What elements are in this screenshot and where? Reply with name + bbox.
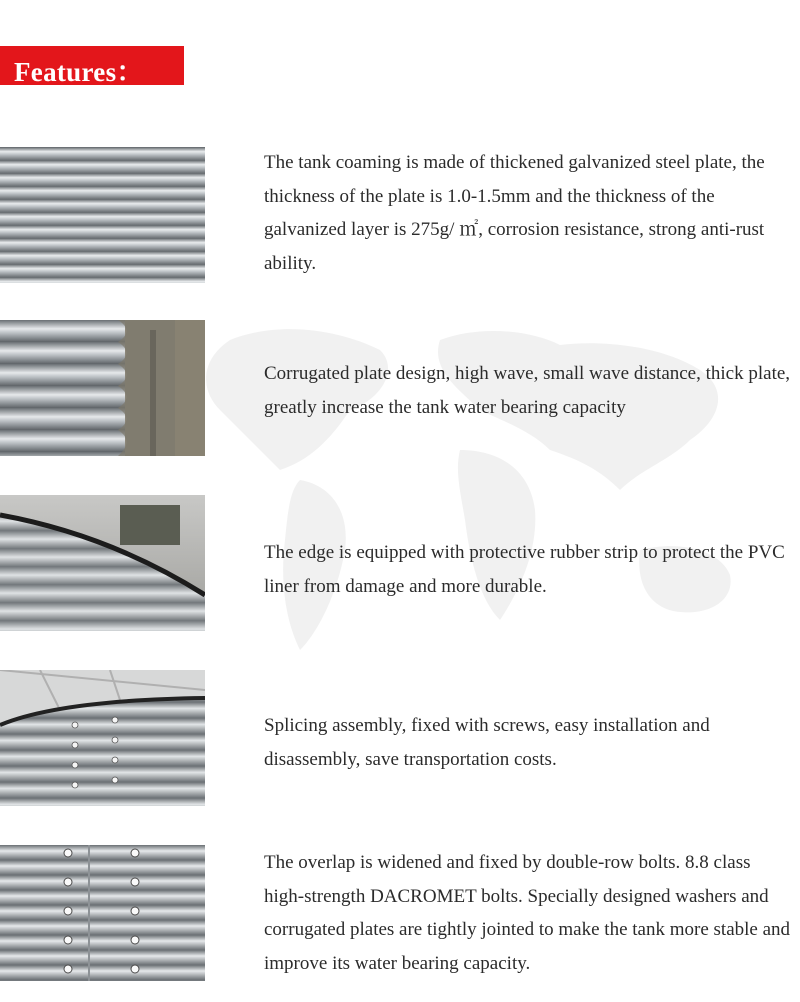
feature-text-2: Corrugated plate design, high wave, small wave distance, thick plate, greatly increase the tank water bearing capacity (264, 363, 791, 418)
feature-image-3 (0, 495, 205, 631)
feature-text-3: The edge is equipped with protective rubber strip to protect the PVC liner from damage and more durable. (264, 542, 785, 597)
features-heading: Features： (14, 57, 144, 87)
feature-text-4: Splicing assembly, fixed with screws, easy installation and disassembly, save transportation costs. (264, 715, 710, 770)
feature-text-5: The overlap is widened and fixed by double-row bolts. 8.8 class high-strength DACROMET bolts. Specially designed washers and corrugated plates are tightly jointed to make the tank more stable and improve its water bearing capacity. (264, 852, 791, 974)
features-banner (0, 46, 184, 85)
corrugated-wave-icon (0, 320, 205, 456)
feature-image-1 (0, 147, 205, 283)
feature-text-1: The tank coaming is made of thickened galvanized steel plate, the thickness of the plate is 1.0-1.5mm and the thickness of the galvanized layer is 275g/ ㎡, corrosion resistance, strong anti-rust ability. (264, 152, 765, 274)
screw-splicing-icon (0, 670, 205, 806)
corrugated-steel-plate-icon (0, 147, 205, 283)
feature-image-4 (0, 670, 205, 806)
feature-image-2 (0, 320, 205, 456)
rubber-edge-strip-icon (0, 495, 205, 631)
feature-image-5 (0, 845, 205, 981)
double-row-bolts-icon (0, 845, 205, 981)
